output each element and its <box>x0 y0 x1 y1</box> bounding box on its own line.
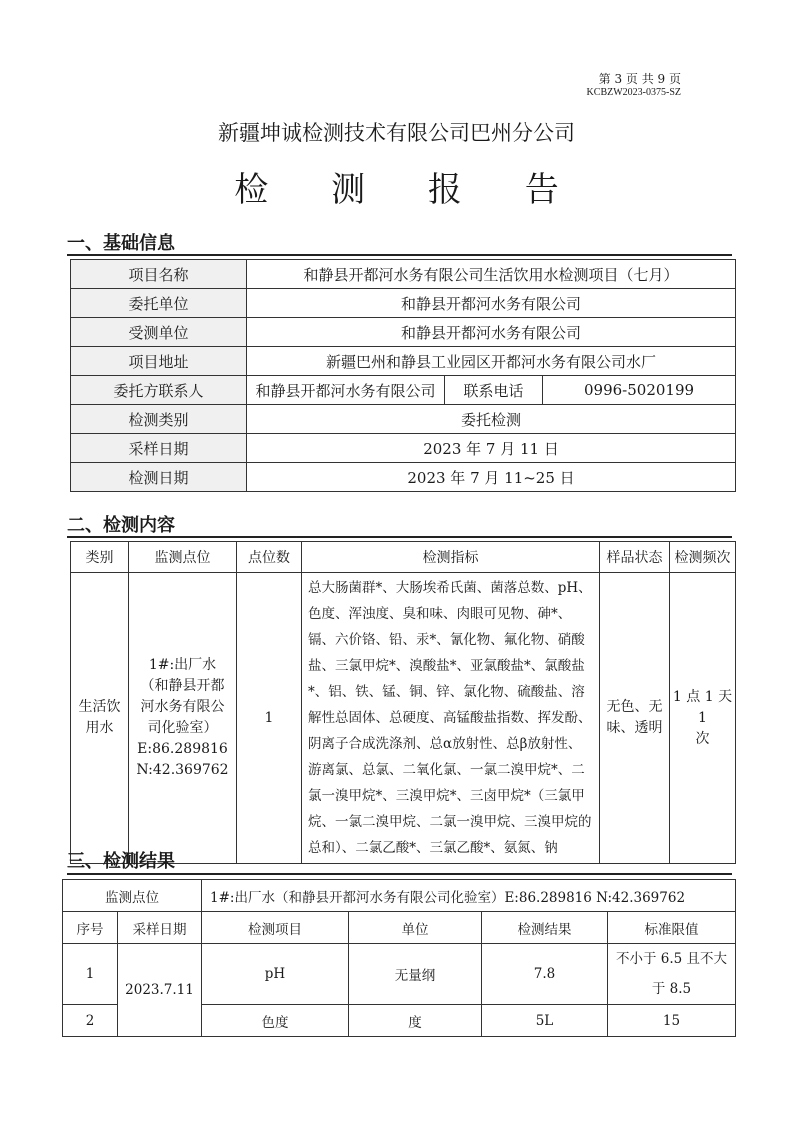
basic-info-table <box>70 259 736 492</box>
phone-label: 联系电话 <box>445 376 543 405</box>
info-row <box>71 405 736 434</box>
result-cell: 7.8 <box>482 944 608 1005</box>
item-cell: 色度 <box>202 1005 349 1037</box>
monitoring-point-cell: 1#:出厂水 （和静县开都 河水务有限公 司化验室） E:86.289816 N:42.369762 <box>129 573 237 864</box>
category-cell: 生活饮 用水 <box>71 573 129 864</box>
test-results-table <box>62 879 736 1037</box>
column-header: 检测指标 <box>302 542 600 573</box>
section3-heading: 三、检测结果 <box>67 851 175 872</box>
table-row <box>63 944 736 1005</box>
column-header: 检测项目 <box>202 912 349 944</box>
column-header: 点位数 <box>237 542 302 573</box>
row-number: 1 <box>63 944 118 1005</box>
column-header: 采样日期 <box>118 912 202 944</box>
phone-value: 0996-5020199 <box>543 376 736 405</box>
point-label: 监测点位 <box>63 880 202 912</box>
contact-row <box>71 376 736 405</box>
info-row <box>71 463 736 492</box>
info-value: 和静县开都河水务有限公司 <box>247 289 736 318</box>
info-label: 检测类别 <box>71 405 247 434</box>
contact-label: 委托方联系人 <box>71 376 247 405</box>
info-row <box>71 289 736 318</box>
page-number: 第 3 页 共 9 页 <box>598 72 681 86</box>
contact-value: 和静县开都河水务有限公司 <box>247 376 445 405</box>
section1-rule <box>67 254 732 256</box>
column-header: 检测结果 <box>482 912 608 944</box>
unit-cell: 无量纲 <box>349 944 482 1005</box>
point-row <box>63 880 736 912</box>
section2-heading: 二、检测内容 <box>67 515 175 536</box>
sample-date-cell: 2023.7.11 <box>118 944 202 1037</box>
column-header: 样品状态 <box>600 542 670 573</box>
point-value: 1#:出厂水（和静县开都河水务有限公司化验室）E:86.289816 N:42.369762 <box>202 880 736 912</box>
column-header: 监测点位 <box>129 542 237 573</box>
company-name: 新疆坤诚检测技术有限公司巴州分公司 <box>218 121 575 145</box>
report-code: KCBZW2023-0375-SZ <box>586 87 681 98</box>
table-row <box>71 573 736 864</box>
info-value: 委托检测 <box>247 405 736 434</box>
info-value: 和静县开都河水务有限公司生活饮用水检测项目（七月） <box>247 260 736 289</box>
column-header: 类别 <box>71 542 129 573</box>
report-title: 检 测 报 告 <box>234 170 585 210</box>
point-count-cell: 1 <box>237 573 302 864</box>
info-row <box>71 434 736 463</box>
column-header: 单位 <box>349 912 482 944</box>
info-value: 新疆巴州和静县工业园区开都河水务有限公司水厂 <box>247 347 736 376</box>
info-label: 检测日期 <box>71 463 247 492</box>
row-number: 2 <box>63 1005 118 1037</box>
column-header: 序号 <box>63 912 118 944</box>
table-header-row <box>71 542 736 573</box>
info-row <box>71 347 736 376</box>
info-value: 2023 年 7 月 11 日 <box>247 434 736 463</box>
info-label: 采样日期 <box>71 434 247 463</box>
frequency-cell: 1 点 1 天 1 次 <box>670 573 736 864</box>
table-header-row <box>63 912 736 944</box>
section2-rule <box>67 536 732 538</box>
column-header: 检测频次 <box>670 542 736 573</box>
result-cell: 5L <box>482 1005 608 1037</box>
info-label: 委托单位 <box>71 289 247 318</box>
info-label: 项目名称 <box>71 260 247 289</box>
test-content-table <box>70 541 736 864</box>
section1-heading: 一、基础信息 <box>67 233 175 254</box>
unit-cell: 度 <box>349 1005 482 1037</box>
sample-state-cell: 无色、无 味、透明 <box>600 573 670 864</box>
limit-cell: 不小于 6.5 且不大 于 8.5 <box>608 944 736 1005</box>
info-row <box>71 260 736 289</box>
info-value: 2023 年 7 月 11~25 日 <box>247 463 736 492</box>
info-label: 项目地址 <box>71 347 247 376</box>
info-label: 受测单位 <box>71 318 247 347</box>
indicators-cell: 总大肠菌群*、大肠埃希氏菌、菌落总数、pH、色度、浑浊度、臭和味、肉眼可见物、砷*、镉、六价铬、铅、汞*、氰化物、氟化物、硝酸盐、三氯甲烷*、溴酸盐*、亚氯酸盐*、氯酸盐*、铝、铁、锰、铜、锌、氯化物、硫酸盐、溶解性总固体、总硬度、高锰酸盐指数、挥发酚、阴离子合成洗涤剂、总α放射性、总β放射性、游离氯、总氯、二氧化氯、一氯二溴甲烷*、二氯一溴甲烷*、三溴甲烷*、三卤甲烷*（三氯甲烷、一氯二溴甲烷、二氯一溴甲烷、三溴甲烷的总和）、二氯乙酸*、三氯乙酸*、氨氮、钠 <box>302 573 600 864</box>
section3-rule <box>67 873 732 875</box>
item-cell: pH <box>202 944 349 1005</box>
info-value: 和静县开都河水务有限公司 <box>247 318 736 347</box>
column-header: 标准限值 <box>608 912 736 944</box>
limit-cell: 15 <box>608 1005 736 1037</box>
info-row <box>71 318 736 347</box>
